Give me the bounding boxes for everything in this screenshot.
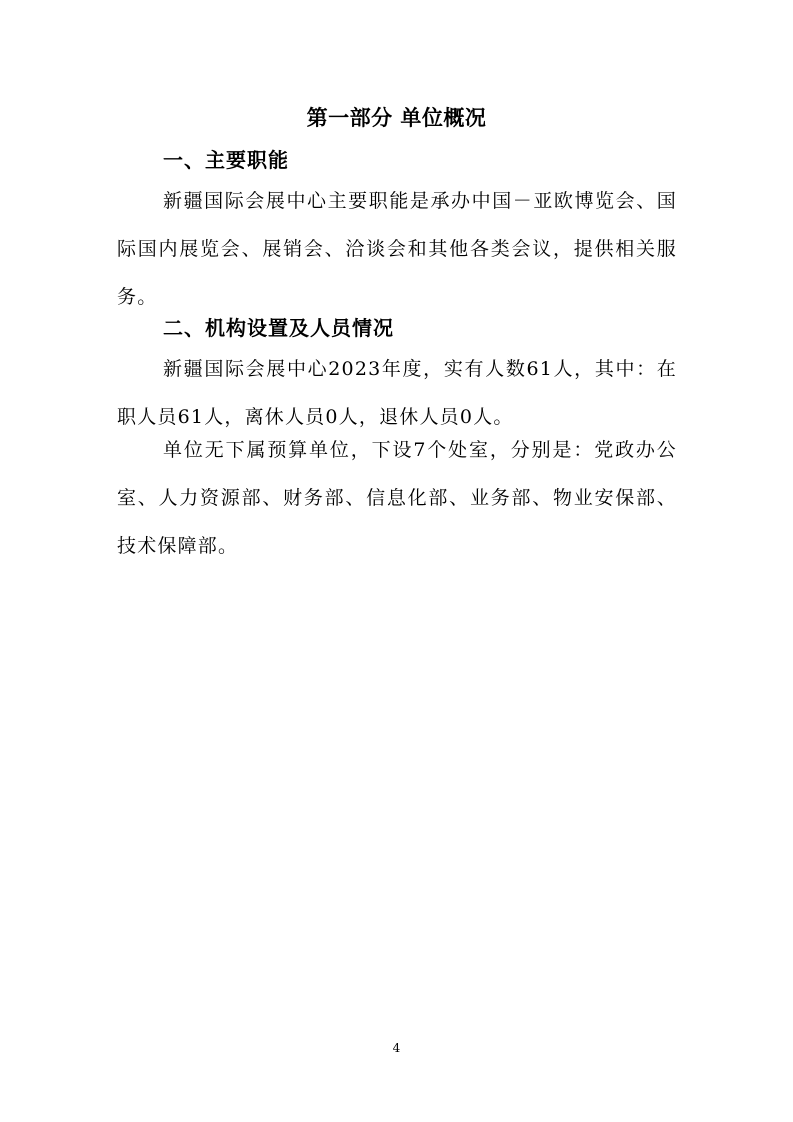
paragraph-staff-count: 新疆国际会展中心2023年度，实有人数61人，其中：在职人员61人，离休人员0人，退休人员0人。	[117, 358, 677, 428]
page-title: 第一部分 单位概况	[306, 106, 487, 130]
page-number: 4	[392, 1041, 401, 1055]
section-heading-main-functions: 一、主要职能	[163, 148, 289, 172]
section-heading-organization-staff: 二、机构设置及人员情况	[163, 316, 394, 340]
paragraph-main-functions: 新疆国际会展中心主要职能是承办中国－亚欧博览会、国际国内展览会、展销会、洽谈会和其他各类会议，提供相关服务。	[117, 190, 677, 308]
paragraph-departments: 单位无下属预算单位，下设7个处室，分别是：党政办公室、人力资源部、财务部、信息化部、业务部、物业安保部、技术保障部。	[117, 439, 677, 557]
